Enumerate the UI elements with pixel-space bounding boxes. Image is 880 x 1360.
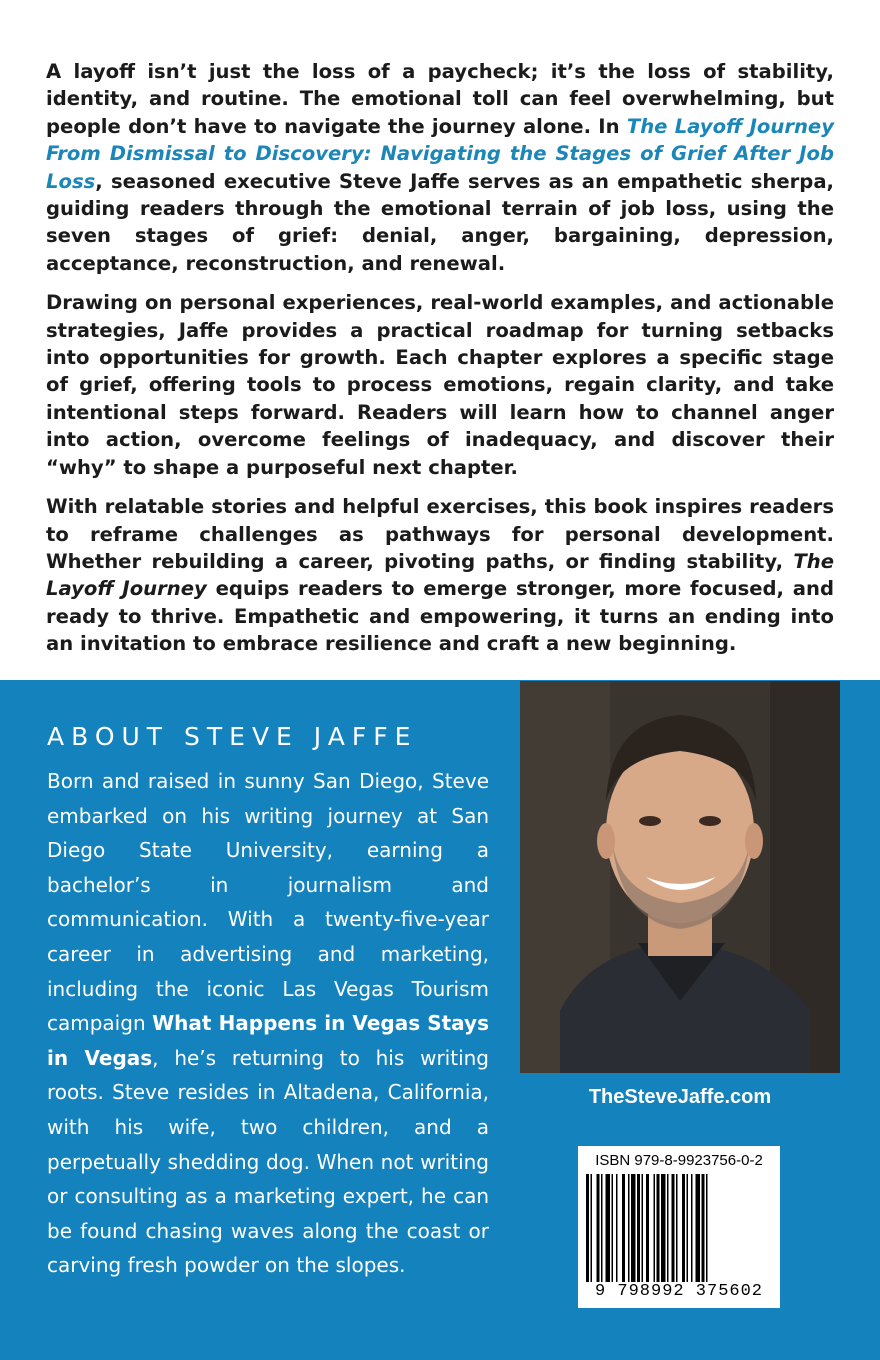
book-title-short: The Layoff Journey	[46, 549, 834, 601]
author-website: TheSteveJaffe.com	[588, 1086, 772, 1108]
blurb-paragraph-3	[46, 493, 834, 657]
barcode-bar	[642, 1174, 644, 1282]
barcode-bar	[661, 1174, 666, 1282]
bio-text-b: , he’s returning to his writing roots. Steve resides in Altadena, California, with his wife, two children, and a perpetually shedding dog. When not writing or consulting as a marketing expert, he can be found chasing waves along the coast or carving fresh powder on the slopes.	[47, 1045, 489, 1278]
about-author-heading: ABOUT STEVE JAFFE	[47, 722, 418, 751]
barcode-bars	[586, 1174, 772, 1282]
author-photo	[520, 681, 840, 1073]
blurb-p1-text-a: A layoff isn’t just the loss of a paycheck; it’s the loss of stability, identity, and routine. The emotional toll can feel overwhelming, but people don’t have to navigate the journey alone. In	[46, 60, 834, 138]
barcode-digits: 9 798992 375602	[578, 1282, 780, 1301]
back-cover-blurb	[46, 58, 834, 670]
barcode-bar	[657, 1174, 660, 1282]
barcode-bar	[628, 1174, 630, 1282]
barcode-bar	[597, 1174, 600, 1282]
barcode-bar	[646, 1174, 649, 1282]
blurb-paragraph-1	[46, 58, 834, 277]
blurb-p3-text-a: With relatable stories and helpful exercises, this book inspires readers to reframe challenges as pathways for personal development. Whether rebuilding a career, pivoting paths, or finding stability,	[46, 495, 834, 573]
blurb-p1-text-b: , seasoned executive Steve Jaffe serves as an empathetic sherpa, guiding readers through the emotional terrain of job loss, using the seven stages of grief: denial, anger, bargaining, depression, acceptance, reconstruction, and renewal.	[46, 169, 834, 275]
barcode-bar	[637, 1174, 640, 1282]
bio-text-a: Born and raised in sunny San Diego, Steve embarked on his writing journey at San Diego State University, earning a bachelor’s in journalism and communication. With a twenty-five-year career in advertising and marketing, including the iconic Las Vegas Tourism campaign	[47, 769, 489, 1036]
barcode-bar	[654, 1174, 656, 1282]
blurb-paragraph-2: Drawing on personal experiences, real-world examples, and actionable strategies, Jaffe provides a practical roadmap for turning setbacks into opportunities for growth. Each chapter explores a specific stage of grief, offering tools to process emotions, regain clarity, and take intentional steps forward. Readers will learn how to channel anger into action, overcome feelings of inadequacy, and discover their “why” to shape a purposeful next chapter.	[46, 291, 834, 479]
barcode-bar	[706, 1174, 708, 1282]
author-bio-text	[47, 764, 489, 1283]
barcode-bar	[622, 1174, 625, 1282]
barcode-bar	[591, 1174, 593, 1282]
campaign-name: What Happens in Vegas Stays in Vegas	[47, 1011, 489, 1070]
barcode-bar	[696, 1174, 701, 1282]
author-portrait-illustration	[520, 681, 840, 1073]
barcode-bar	[631, 1174, 636, 1282]
barcode-bar	[687, 1174, 689, 1282]
barcode-bar	[702, 1174, 705, 1282]
barcode-bar	[667, 1174, 669, 1282]
barcode-bar	[606, 1174, 611, 1282]
barcode-bar	[616, 1174, 618, 1282]
book-title-italic: The Layoff Journey From Dismissal to Discovery: Navigating the Stages of Grief After Job Loss	[46, 114, 834, 193]
isbn-barcode	[578, 1146, 780, 1308]
blurb-p3-text-b: equips readers to emerge stronger, more focused, and ready to thrive. Empathetic and empowering, it turns an ending into an invitation to embrace resilience and craft a new beginning.	[46, 577, 834, 656]
barcode-bar	[672, 1174, 675, 1282]
barcode-bar	[691, 1174, 693, 1282]
isbn-label: ISBN 979-8-9923756-0-2	[595, 1152, 763, 1169]
barcode-bar	[676, 1174, 678, 1282]
barcode-bar	[612, 1174, 614, 1282]
barcode-bar	[682, 1174, 685, 1282]
barcode-bar	[586, 1174, 589, 1282]
barcode-bar	[601, 1174, 603, 1282]
